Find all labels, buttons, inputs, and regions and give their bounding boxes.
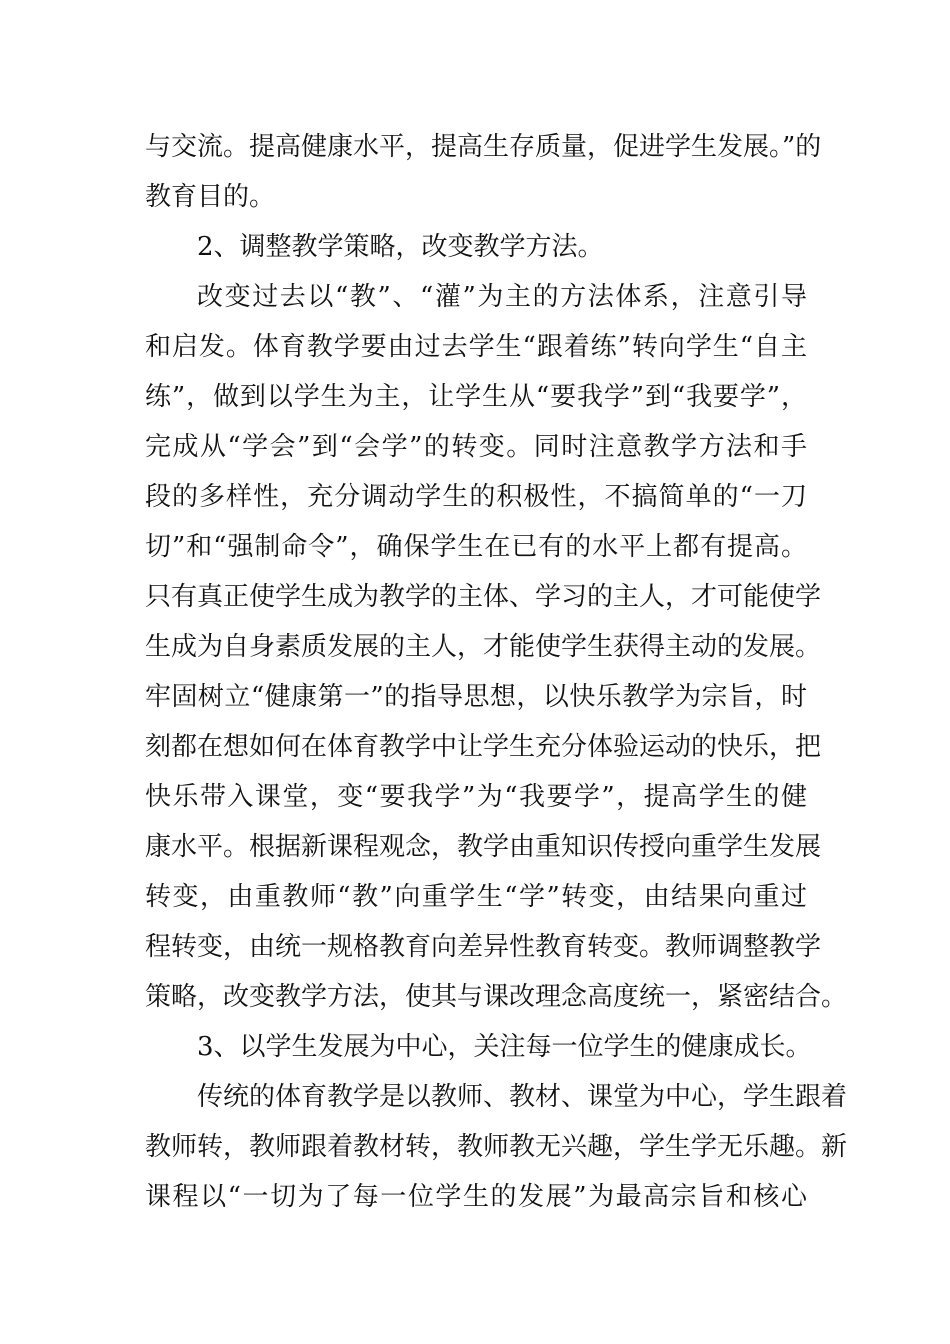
paragraph-line: 教师转，教师跟着教材转，教师教无兴趣，学生学无乐趣。新 (145, 1132, 848, 1162)
paragraph-line: 与交流。提高健康水平，提高生存质量，促进学生发展。”的 (145, 132, 822, 162)
paragraph-line: 刻都在想如何在体育教学中让学生充分体验运动的快乐，把 (145, 732, 822, 762)
paragraph-line: 牢固树立“健康第一”的指导思想，以快乐教学为宗旨，时 (145, 682, 807, 712)
paragraph-line: 完成从“学会”到“会学”的转变。同时注意教学方法和手 (145, 432, 807, 462)
paragraph-line: 策略，改变教学方法，使其与课改理念高度统一，紧密结合。 (145, 982, 848, 1012)
section-heading: 2、调整教学策略，改变教学方法。 (197, 232, 604, 262)
paragraph-line: 传统的体育教学是以教师、教材、课堂为中心，学生跟着 (197, 1082, 848, 1112)
paragraph-line: 转变，由重教师“教”向重学生“学”转变，由结果向重过 (145, 882, 807, 912)
paragraph-line: 段的多样性，充分调动学生的积极性，不搞简单的“一刀 (145, 482, 807, 512)
paragraph-line: 程转变，由统一规格教育向差异性教育转变。教师调整教学 (145, 932, 822, 962)
paragraph-line: 教育目的。 (145, 182, 276, 212)
paragraph-line: 和启发。体育教学要由过去学生“跟着练”转向学生“自主 (145, 332, 807, 362)
paragraph-line: 改变过去以“教”、“灌”为主的方法体系，注意引导 (197, 282, 807, 312)
paragraph-line: 生成为自身素质发展的主人，才能使学生获得主动的发展。 (145, 632, 822, 662)
paragraph-line: 练”，做到以学生为主，让学生从“要我学”到“我要学”， (145, 382, 807, 412)
paragraph-line: 快乐带入课堂，变“要我学”为“我要学”，提高学生的健 (145, 782, 807, 812)
paragraph-line: 切”和“强制命令”，确保学生在已有的水平上都有提高。 (145, 532, 807, 562)
section-heading: 3、以学生发展为中心，关注每一位学生的健康成长。 (197, 1032, 812, 1062)
paragraph-line: 康水平。根据新课程观念，教学由重知识传授向重学生发展 (145, 832, 822, 862)
paragraph-line: 课程以“一切为了每一位学生的发展”为最高宗旨和核心 (145, 1182, 807, 1212)
paragraph-line: 只有真正使学生成为教学的主体、学习的主人，才可能使学 (145, 582, 822, 612)
